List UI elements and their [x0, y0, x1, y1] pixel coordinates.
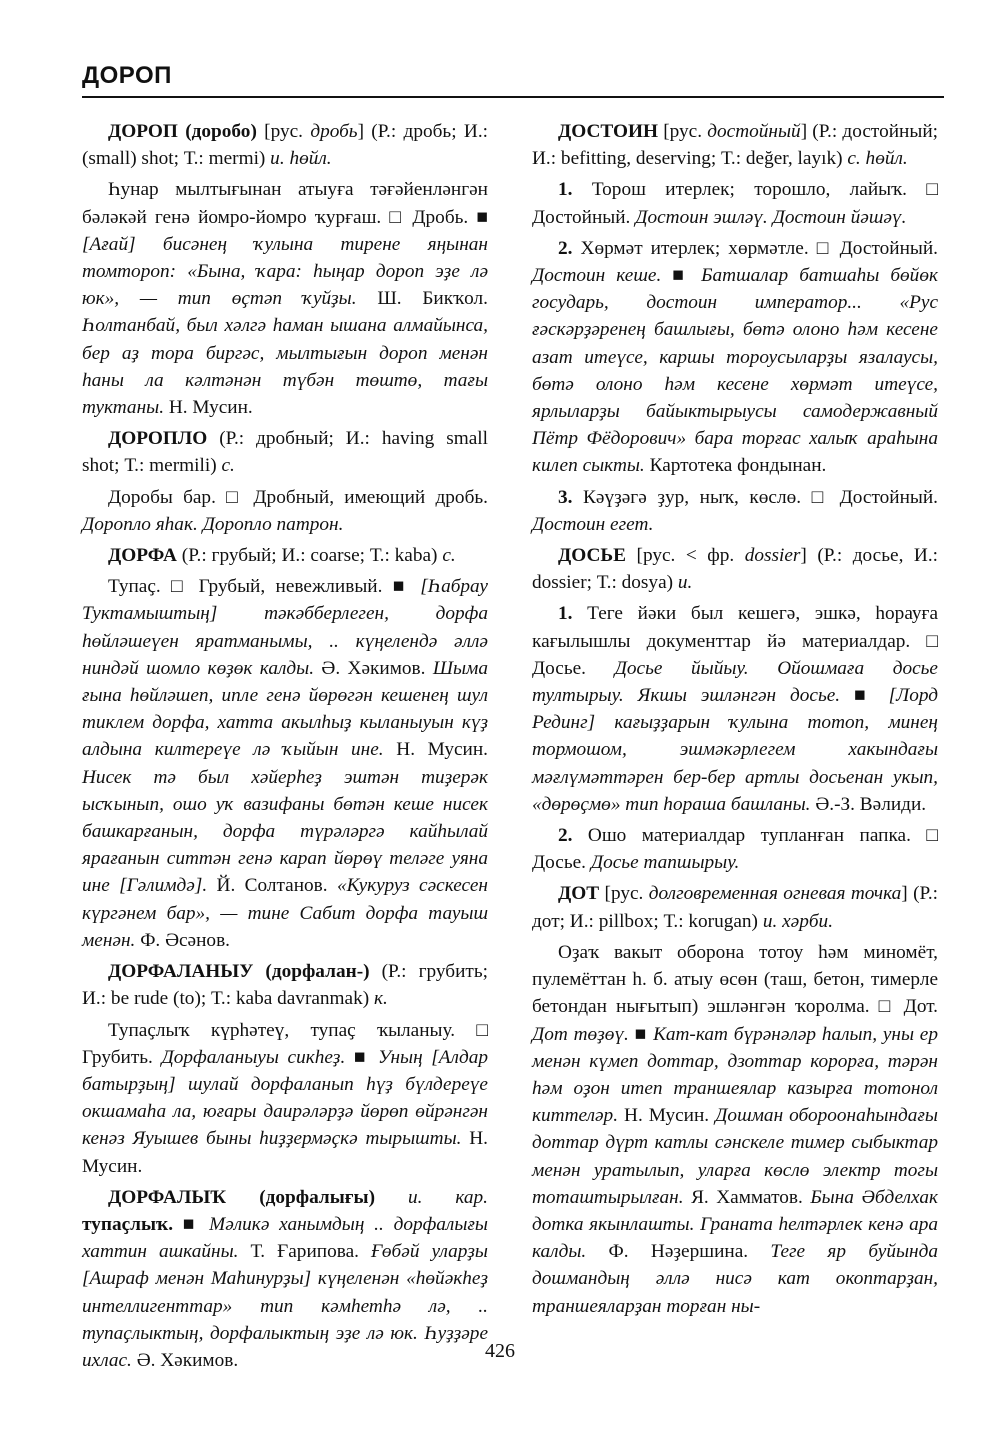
entry-italic: долговременная огневая точка: [648, 883, 902, 905]
entry-text: (Р.: дробный; И.: having small shot; Т.: mermili): [82, 428, 488, 477]
entry-italic: дробь: [310, 121, 358, 142]
definition-text: Теге йәки был кешегә, эшкә, һорауға кағылышлы документтар йә материалдар. □ Досье.: [532, 603, 938, 679]
headword: ДОРОПЛО: [108, 428, 208, 450]
definition-text: Оҙаҡ вакыт оборона тотоу һәм миномёт, пулемёттан һ. б. атыу өсөн (таш, бетон, тимерле бетондан нығытып) эшләнгән ҡоролма. □ Дот.: [532, 941, 938, 1018]
header-title: ДОРОП: [82, 62, 172, 89]
example-quote: Батшалар батшаһы бөйөк государь, достоин император... «Рус ғәскәрҙәренең башлығы, бөтә олоно һәм кесене азат итеүсе, каршы тороусыларҙы язалаусы, бөтә олоно һәм кесене хөрмәт итеүсе, ярлыларҙы байыктырыусы самодержавный Пётр Фёдорович» бара торғас халыҡ араһына килеп сыкты.: [532, 265, 938, 477]
definition-text: Хөрмәт итерлек; хөрмәтле. □ Достойный.: [572, 237, 938, 259]
definition-dorfa: [82, 573, 488, 954]
entry-dosye: [532, 542, 938, 596]
definition-dorop: [82, 176, 488, 421]
example-quote: Ғөбәй уларҙы [Ашраф менән Маһинурҙы] күңеленән «һөйәкһеҙ интеллигенттар» тип кәмһетһә лә, .. тупаҫлыктың, дорфалыктың эҙе лә юк. Һуҙҙәре ихлас.: [82, 1241, 488, 1371]
sense-number: 1.: [558, 179, 573, 201]
example-quote: [Ағай] бисәнең ҡулына тирене яңынан томтороп: «Бына, ҡара: һыңар дороп эҙе лә юк», — тип өҫтәп ҡуйҙы.: [82, 233, 488, 310]
sense-number: 2.: [558, 825, 573, 847]
grammar-label: и. һөйл.: [270, 148, 332, 170]
headword: ДОРОП (доробо): [108, 121, 257, 142]
left-column: [82, 118, 488, 1378]
entry-text: ] (Р.: досье, И.: dossier; Т.: dosya): [532, 545, 938, 594]
entry-dorop: [82, 118, 488, 172]
definition-text: Һунар мылтығынан атыуға тәғәйенләнгән бәләкәй генә йомро-йомро ҡурғаш. □ Дробь. ■: [82, 179, 488, 228]
right-column: [532, 118, 938, 1324]
example-quote: Һолтанбай, был хәлгә һаман ышана алмайынса, бер аҙ тора биргәс, мылтығын дороп менән һаны ла кәлтәнән түбән төштө, тағы туктаны.: [82, 315, 488, 419]
sense-2: [532, 235, 938, 480]
entry-dostoin: [532, 118, 938, 172]
example-quote: «Кукуруз сәскесен күргәнем бар», — тине Сабит дорфа тауыш менән.: [82, 875, 488, 951]
entry-text: ] (Р.: достойный; И.: befitting, deserving; Т.: değer, layık): [532, 121, 938, 170]
headword: ДОСТОИН: [558, 121, 659, 142]
entry-text: (Р.: грубый; И.: coarse; Т.: kaba): [176, 545, 443, 567]
example-quote: Дошман обороонаһындағы доттар дүрт катлы сәнскеле тимер сыбыктар менән уратылып, уларға көслө электр тогы тоташтырылған.: [532, 1105, 938, 1208]
page-number: 426: [485, 1340, 515, 1362]
entry-doroplo: [82, 425, 488, 479]
citation-source: Н. Мусин.: [82, 1128, 488, 1177]
grammar-label: с.: [221, 455, 235, 477]
grammar-label: и. кар.: [407, 1186, 488, 1208]
citation-source: Ф. Нәҙершина.: [586, 1241, 771, 1263]
definition-text: Кәүҙәгә ҙур, ныҡ, көслө. □ Достойный.: [572, 486, 938, 508]
definition-text: ■: [840, 685, 889, 707]
headword: ДОСЬЕ: [558, 545, 627, 567]
example-quote: Досье тапшырыу.: [590, 852, 740, 874]
citation-source: Ә. Хәкимов.: [131, 1349, 239, 1371]
entry-text: (Р.: грубить; И.: be rude (to); Т.: kaba davranmak): [82, 961, 488, 1010]
example-quote: Достоин эшләү. Достоин йәшәү.: [635, 206, 907, 228]
definition-text: ■: [628, 1023, 654, 1045]
sense-1: [532, 176, 938, 230]
example-quote: Кат-кат бүрәнәләр һалып, уны ер менән күмеп доттар, дзоттар корорға, тәрән һәм оҙон итеп траншеялар казырға тотонол киттеләр.: [532, 1023, 939, 1127]
citation-source: Н. Мусин.: [618, 1105, 716, 1127]
sense-number: 3.: [558, 486, 573, 508]
citation-source: Т. Ғарипова.: [238, 1241, 371, 1263]
example-quote: Уның [Алдар батырҙың] шулай дорфаланып һүҙ бүлдереүе окшамаһа ла, юғары даирәләрҙә йөрөп өйрәнгән кенәз Яуышев быны һиҙҙермәҫкә тырышты.: [82, 1046, 488, 1150]
headword: ДОРФАЛЫҠ (дорфалығы): [108, 1186, 375, 1208]
citation-source: Ә.-З. Вәлиди.: [810, 793, 927, 815]
definition-dot: [532, 939, 938, 1320]
citation-source: Картотека фондынан.: [644, 455, 827, 477]
citation-source: Й. Солтанов.: [207, 875, 337, 897]
definition-text: Доробы бар. □ Дробный, имеющий дробь.: [108, 486, 488, 508]
entry-italic: dossier: [744, 545, 801, 567]
citation-source: Н. Мусин.: [164, 397, 253, 419]
example-quote: [Һабрау Туктамыштың] тәкәбберлеген, дорфа һөйләшеүен яратманымы, .. күңелендә әллә ниндәй шомло көҙөк калды.: [82, 576, 488, 679]
entry-dorfalanyu: [82, 958, 488, 1012]
citation-source: Я. Хамматов.: [683, 1186, 811, 1208]
grammar-label: с. һөйл.: [847, 148, 908, 170]
grammar-label: и.: [677, 572, 693, 594]
entry-text: [рус. < фр.: [626, 545, 745, 567]
definition-text: Торош итерлек; торошло, лайыҡ. □ Достойный.: [532, 179, 938, 228]
entry-text: [рус.: [256, 121, 311, 142]
sense-number: 1.: [558, 603, 573, 625]
example-quote: Достоин кеше.: [532, 265, 662, 287]
headword: ДОРФА: [108, 545, 177, 567]
example-quote: Мәликә ханымдың .. дорфалығы хаттин ашкайны.: [82, 1213, 488, 1263]
definition-text: ■: [345, 1046, 378, 1068]
entry-text: [375, 1187, 408, 1208]
definition-dorfalanyu: [82, 1017, 488, 1180]
citation-source: Н. Мусин.: [383, 739, 488, 761]
entry-dot: [532, 880, 938, 934]
entry-text: ] (Р.: дот; И.: pillbox; Т.: korugan): [532, 883, 939, 932]
citation-source: Ә. Хәкимов.: [314, 657, 433, 679]
entry-text: ] (Р.: дробь; И.: (small) shot; Т.: mermi): [82, 121, 488, 170]
citation-source: Ш. Бикҡол.: [356, 288, 488, 310]
definition-text: ■: [661, 265, 702, 287]
sense-number: 2.: [558, 237, 573, 259]
running-header: [82, 56, 944, 98]
cross-reference: тупаҫлыҡ.: [82, 1213, 174, 1235]
example-quote: Дорфаланыуы сикһеҙ.: [161, 1046, 346, 1068]
definition-text: Тупаҫлыҡ күрһәтеү, тупаҫ ҡыланыу. □ Грубить.: [82, 1019, 488, 1068]
definition-text: Тупаҫ. □ Грубый, невежливый. ■: [108, 576, 421, 598]
grammar-label: с.: [442, 545, 456, 567]
example-quote: Дот төҙөү.: [532, 1023, 629, 1045]
sense-2: [532, 822, 938, 876]
sense-3: [532, 484, 938, 538]
example-quote: Нисек тә был хәйерһеҙ эштән тиҙерәк ысҡынып, ошо уҡ вазифаны бөтән кеше нисек башкарғанын, дорфа түрәләргә кайһылай ярағанын ситтән генә карап йөрөү теләге уяна ине [Гәлимдә].: [82, 766, 488, 897]
entry-italic: достойный: [707, 121, 801, 142]
grammar-label: и. хәрби.: [762, 910, 834, 932]
example-quote: Досье йыйыу. Ойошмаға досье тултырыу. Якшы эшләнгән досье.: [532, 657, 938, 707]
example-quote: Теге яр буйында дошмандың әллә нисә кат окоптарҙан, траншеяларҙан торған ны-: [532, 1241, 938, 1317]
example-quote: Дороплo яһак. Доропло патрон.: [82, 513, 344, 535]
example-quote: Достоин егет.: [532, 513, 654, 535]
definition-text: Ошо материалдар тупланған папка. □ Досье.: [532, 825, 938, 874]
citation-source: Ф. Әсәнов.: [135, 929, 230, 951]
entry-dorfa: [82, 542, 488, 569]
example-quote: Бына Әбделхак дотка якынлашты. Граната һелтәрлек кенә ара калды.: [532, 1186, 938, 1263]
entry-text: [рус.: [658, 121, 708, 142]
sense-1: [532, 600, 938, 818]
example-quote: [Лорд Рединг] кағыҙҙарын ҡулына тотоп, минең тормошом, эшмәкәрлегем хакындағы мәғлүмәттәрен бер-бер артлы досьенан укып, «дөрөҫмө» тип һораша башланы.: [532, 685, 938, 815]
grammar-label: к.: [374, 988, 388, 1010]
entry-text: [рус.: [599, 883, 649, 905]
definition-doroplo: [82, 484, 488, 538]
headword: ДОТ: [558, 883, 600, 905]
entry-text: ■: [173, 1213, 210, 1235]
example-quote: Шыма ғына һөйләшеп, ипле генә йөрөгән кешенең шул тиклем дорфа, хатта акылһыҙ кыланыуын күҙ алдына килтереүе лә ҡыйын ине.: [82, 657, 488, 761]
headword: ДОРФАЛАНЫУ (дорфалан-): [108, 961, 370, 983]
